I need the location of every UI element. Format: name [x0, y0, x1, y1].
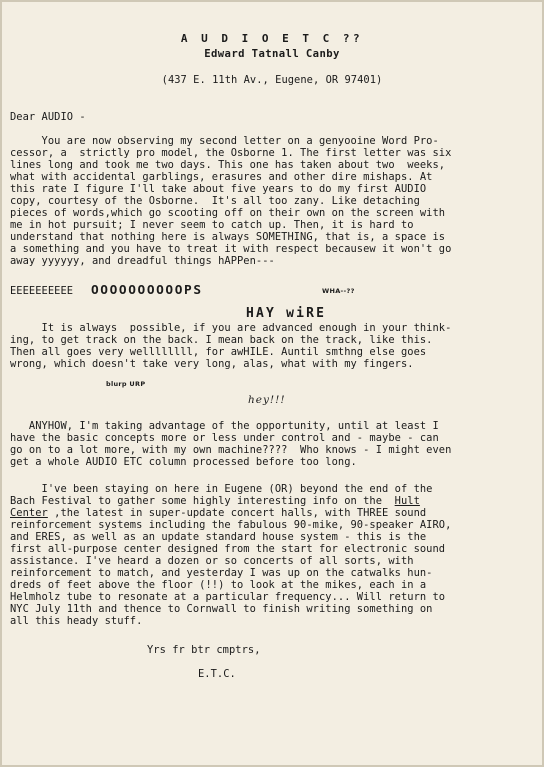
- text-line: a something and you have to treat it with respect becausew it won't go: [10, 243, 452, 255]
- closing: Yrs fr btr cmptrs,: [147, 644, 261, 656]
- text-line: pieces of words,which go scooting off on their own on the screen with: [10, 207, 446, 219]
- text-line: assistance. I've heard a dozen or so concerts of all sorts, with: [10, 555, 414, 567]
- text-line: wrong, which doesn't take very long, alas, what with my fingers.: [10, 358, 414, 370]
- hult-center-underlined: Center: [10, 507, 48, 519]
- text-line: I've been staying on here in Eugene (OR) beyond the end of the: [10, 483, 433, 495]
- text-line: go on to a lot more, with my own machine???? Who knows - I might even: [10, 444, 452, 456]
- oops-run: OOOOOOOOOOPS: [91, 283, 203, 298]
- text-line: dreds of feet above the floor (!!) to look at the mikes, each in a: [10, 579, 427, 591]
- text-line: first all-purpose center designed from the start for electronic sound: [10, 543, 446, 555]
- text-line: understand that nothing here is always SOMETHING, that is, a space is: [10, 231, 446, 243]
- text-segment: Bach Festival to gather some highly interesting info on the: [10, 495, 395, 507]
- text-line: Then all goes very wellllllll, for awHILE. Auntil smthng else goes: [10, 346, 427, 358]
- text-line: lines long and took me two days. This one has taken about two weeks,: [10, 159, 446, 171]
- text-line: [10, 507, 451, 519]
- text-line: get a whole AUDIO ETC column processed before too long.: [10, 456, 357, 468]
- text-line: me in hot pursuit; I never seem to catch up. Then, it is hard to: [10, 219, 414, 231]
- wha-note: WHA--??: [322, 287, 355, 295]
- hay-wire-heading: HAY wiRE: [246, 306, 327, 321]
- hult-center-underlined: Hult: [394, 495, 420, 507]
- text-line: ANYHOW, I'm taking advantage of the opportunity, until at least I: [10, 420, 439, 432]
- text-line: all this heady stuff.: [10, 615, 143, 627]
- paragraph-2: [10, 322, 451, 370]
- text-line: ing, to get track on the back. I mean back on the track, like this.: [10, 334, 433, 346]
- text-line: this rate I figure I'll take about five years to do my first AUDIO: [10, 183, 427, 195]
- text-line: Helmholz tube to resonate at a particular frequency... Will return to: [10, 591, 446, 603]
- text-line: what with accidental garblings, erasures and other dire mishaps. At: [10, 171, 433, 183]
- column-title: A U D I O E T C ??: [180, 32, 364, 45]
- blurp-note: blurp URP: [106, 380, 146, 388]
- text-line: cessor, a strictly pro model, the Osborne 1. The first letter was six: [10, 147, 452, 159]
- text-line: It is always possible, if you are advanced enough in your think-: [10, 322, 452, 334]
- text-segment: ,the latest in super-update concert halls, with THREE sound: [47, 507, 427, 519]
- text-line: reinforcement systems including the fabulous 90-mike, 90-speaker AIRO,: [10, 519, 452, 531]
- text-line: copy, courtesy of the Osborne. It's all too zany. Like detaching: [10, 195, 420, 207]
- greeting: Dear AUDIO -: [10, 111, 86, 123]
- text-line: away yyyyyy, and dreadful things hAPPen---: [10, 255, 275, 267]
- author-name: Edward Tatnall Canby: [204, 48, 340, 60]
- text-line: have the basic concepts more or less under control and - maybe - can: [10, 432, 439, 444]
- paragraph-3: [10, 420, 451, 468]
- paragraph-4: [10, 483, 451, 627]
- text-line: NYC July 11th and thence to Cornwall to finish writing something on: [10, 603, 433, 615]
- author-address: (437 E. 11th Av., Eugene, OR 97401): [161, 74, 383, 86]
- paragraph-1: [10, 135, 451, 267]
- text-line: and ERES, as well as an update standard house system - this is the: [10, 531, 427, 543]
- e-run: EEEEEEEEEE: [10, 285, 74, 297]
- text-line: You are now observing my second letter on a genyooine Word Pro-: [10, 135, 439, 147]
- hey-note: hey!!!: [248, 394, 286, 406]
- text-line: [10, 495, 451, 507]
- signature: E.T.C.: [198, 668, 236, 680]
- text-line: reinforcement to match, and yesterday I was up on the catwalks hun-: [10, 567, 433, 579]
